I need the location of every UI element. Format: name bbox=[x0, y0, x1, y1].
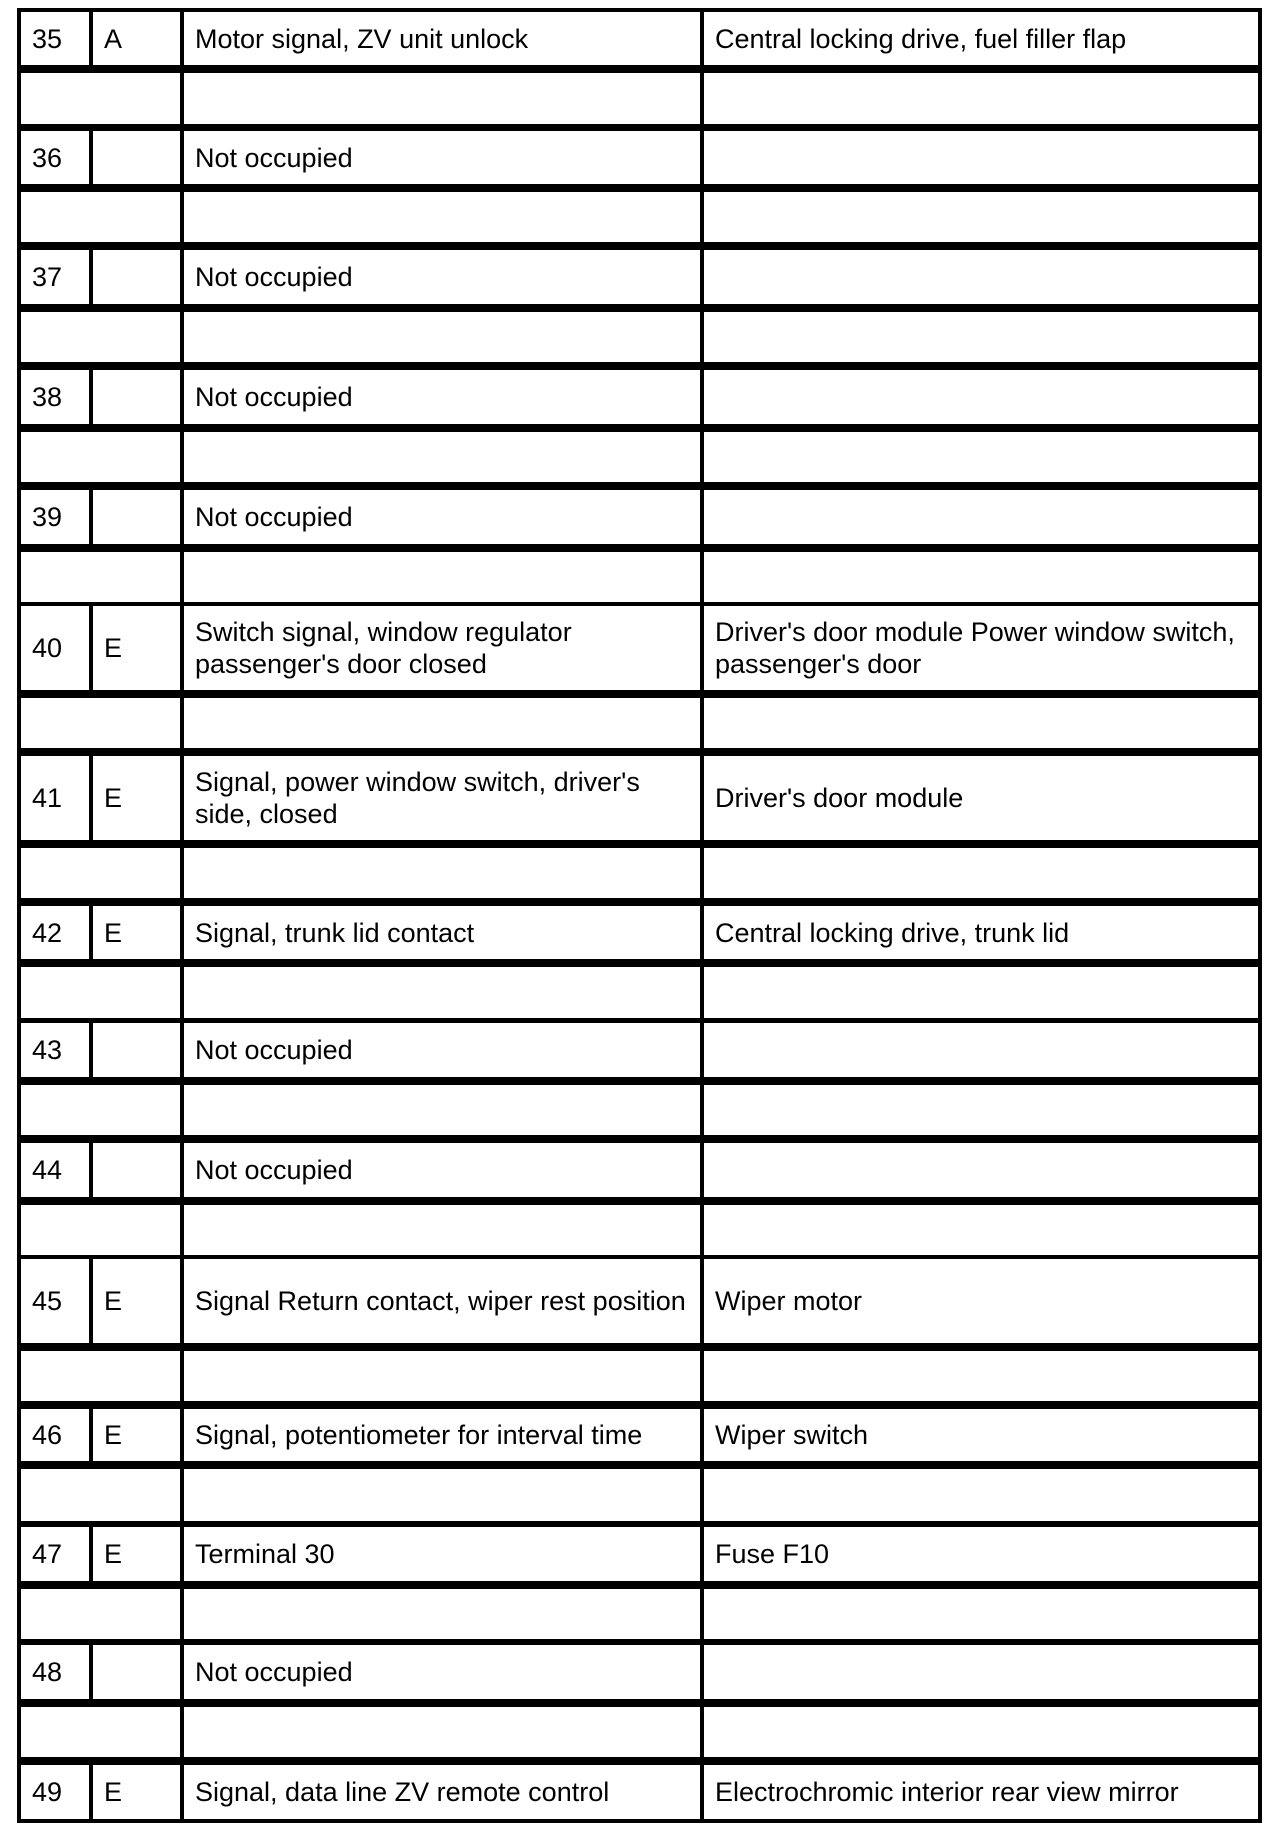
signal-type-cell-text: A bbox=[104, 23, 123, 54]
spacer-cell-pin bbox=[17, 963, 184, 1022]
component-cell bbox=[700, 1761, 1262, 1823]
pin-number-cell bbox=[17, 1139, 93, 1201]
spacer-cell-component bbox=[700, 428, 1262, 486]
component-cell bbox=[700, 752, 1262, 844]
spacer-cell-signal bbox=[180, 308, 704, 366]
pin-number-cell-text: 35 bbox=[32, 23, 63, 54]
spacer-cell-signal bbox=[180, 428, 704, 486]
component-cell bbox=[700, 127, 1262, 188]
pin-number-cell-text: 39 bbox=[32, 502, 63, 532]
spacer-cell-signal bbox=[180, 1347, 704, 1405]
component-cell-text: Driver's door module bbox=[715, 783, 964, 813]
pin-number-cell bbox=[17, 366, 93, 428]
signal-type-cell bbox=[89, 1523, 184, 1585]
spacer-cell-signal bbox=[180, 1081, 704, 1139]
spacer-cell-component bbox=[700, 1585, 1262, 1643]
component-cell-text: Fuse F10 bbox=[715, 1539, 830, 1569]
spacer-cell-pin bbox=[17, 694, 184, 752]
signal-type-cell bbox=[89, 8, 184, 69]
pin-number-cell bbox=[17, 1019, 93, 1081]
signal-type-cell-text: E bbox=[104, 1420, 123, 1450]
component-cell bbox=[700, 8, 1262, 69]
signal-description-cell bbox=[180, 752, 704, 844]
signal-description-cell bbox=[180, 366, 704, 428]
pin-number-cell-text: 47 bbox=[32, 1539, 63, 1569]
signal-type-cell-text: E bbox=[104, 633, 123, 663]
signal-type-cell bbox=[89, 127, 184, 188]
signal-description-cell bbox=[180, 486, 704, 548]
signal-description-cell bbox=[180, 602, 704, 694]
signal-description-cell-text: Not occupied bbox=[195, 382, 353, 412]
signal-type-cell-text: E bbox=[104, 917, 123, 948]
pin-number-cell-text: 44 bbox=[32, 1155, 63, 1185]
pin-number-cell bbox=[17, 1641, 93, 1703]
spacer-cell-signal bbox=[180, 69, 704, 128]
component-cell bbox=[700, 902, 1262, 963]
signal-description-cell-text: Switch signal, window regulator passenger's door closed bbox=[195, 617, 572, 679]
signal-description-cell-text: Not occupied bbox=[195, 1657, 353, 1687]
spacer-cell-signal bbox=[180, 548, 704, 606]
pin-number-cell bbox=[17, 1761, 93, 1823]
signal-description-cell bbox=[180, 1761, 704, 1823]
signal-description-cell bbox=[180, 127, 704, 188]
spacer-cell-component bbox=[700, 1465, 1262, 1525]
signal-description-cell bbox=[180, 246, 704, 308]
pin-number-cell-text: 45 bbox=[32, 1286, 63, 1316]
signal-type-cell bbox=[89, 902, 184, 963]
spacer-cell-pin bbox=[17, 69, 184, 128]
spacer-cell-component bbox=[700, 844, 1262, 902]
pin-number-cell-text: 36 bbox=[32, 142, 63, 173]
spacer-cell-component bbox=[700, 69, 1262, 128]
spacer-cell-signal bbox=[180, 1703, 704, 1761]
spacer-cell-pin bbox=[17, 548, 184, 606]
spacer-cell-signal bbox=[180, 188, 704, 246]
signal-type-cell-text: E bbox=[104, 1539, 123, 1569]
pin-number-cell bbox=[17, 752, 93, 844]
signal-description-cell bbox=[180, 902, 704, 963]
pin-number-cell-text: 49 bbox=[32, 1777, 63, 1807]
signal-description-cell bbox=[180, 1641, 704, 1703]
spacer-cell-signal bbox=[180, 963, 704, 1022]
pin-number-cell-text: 48 bbox=[32, 1657, 63, 1687]
signal-description-cell-text: Not occupied bbox=[195, 1035, 353, 1065]
component-cell bbox=[700, 366, 1262, 428]
signal-description-cell bbox=[180, 8, 704, 69]
signal-description-cell bbox=[180, 1255, 704, 1347]
pin-number-cell bbox=[17, 1405, 93, 1465]
signal-description-cell-text: Not occupied bbox=[195, 1155, 353, 1185]
component-cell bbox=[700, 1255, 1262, 1347]
signal-description-cell-text: Terminal 30 bbox=[195, 1539, 335, 1569]
pin-number-cell-text: 42 bbox=[32, 917, 63, 948]
component-cell-text: Wiper switch bbox=[715, 1420, 869, 1450]
spacer-cell-component bbox=[700, 963, 1262, 1022]
signal-description-cell-text: Signal, potentiometer for interval time bbox=[195, 1420, 643, 1450]
signal-description-cell-text: Signal Return contact, wiper rest position bbox=[195, 1286, 686, 1316]
pin-number-cell-text: 43 bbox=[32, 1035, 63, 1065]
spacer-cell-component bbox=[700, 694, 1262, 752]
pin-number-cell bbox=[17, 246, 93, 308]
spacer-cell-component bbox=[700, 188, 1262, 246]
spacer-cell-signal bbox=[180, 1585, 704, 1643]
pin-number-cell-text: 41 bbox=[32, 783, 63, 813]
spacer-cell-signal bbox=[180, 844, 704, 902]
spacer-cell-pin bbox=[17, 188, 184, 246]
signal-description-cell-text: Motor signal, ZV unit unlock bbox=[195, 23, 529, 54]
spacer-cell-component bbox=[700, 308, 1262, 366]
spacer-cell-component bbox=[700, 1081, 1262, 1139]
pin-number-cell-text: 38 bbox=[32, 382, 63, 412]
signal-description-cell bbox=[180, 1139, 704, 1201]
signal-type-cell-text: E bbox=[104, 1777, 123, 1807]
signal-type-cell bbox=[89, 1405, 184, 1465]
spacer-cell-component bbox=[700, 1703, 1262, 1761]
component-cell-text: Central locking drive, trunk lid bbox=[715, 917, 1070, 948]
signal-type-cell-text: E bbox=[104, 783, 123, 813]
spacer-cell-component bbox=[700, 1347, 1262, 1405]
signal-type-cell bbox=[89, 752, 184, 844]
pin-number-cell bbox=[17, 8, 93, 69]
component-cell bbox=[700, 1019, 1262, 1081]
pin-number-cell-text: 46 bbox=[32, 1420, 63, 1450]
signal-type-cell bbox=[89, 246, 184, 308]
signal-description-cell-text: Signal, trunk lid contact bbox=[195, 917, 475, 948]
signal-type-cell bbox=[89, 486, 184, 548]
spacer-cell-pin bbox=[17, 1703, 184, 1761]
spacer-cell-signal bbox=[180, 1201, 704, 1259]
spacer-cell-pin bbox=[17, 1347, 184, 1405]
pin-number-cell bbox=[17, 127, 93, 188]
signal-description-cell bbox=[180, 1405, 704, 1465]
spacer-cell-pin bbox=[17, 1465, 184, 1525]
signal-type-cell-text: E bbox=[104, 1286, 123, 1316]
signal-description-cell bbox=[180, 1019, 704, 1081]
spacer-cell-pin bbox=[17, 1081, 184, 1139]
pin-number-cell bbox=[17, 602, 93, 694]
signal-description-cell bbox=[180, 1523, 704, 1585]
component-cell-text: Wiper motor bbox=[715, 1286, 863, 1316]
component-cell bbox=[700, 1405, 1262, 1465]
spacer-cell-signal bbox=[180, 694, 704, 752]
signal-type-cell bbox=[89, 366, 184, 428]
signal-description-cell-text: Not occupied bbox=[195, 142, 353, 173]
spacer-cell-pin bbox=[17, 844, 184, 902]
spacer-cell-signal bbox=[180, 1465, 704, 1525]
signal-description-cell-text: Signal, data line ZV remote control bbox=[195, 1777, 610, 1807]
signal-type-cell bbox=[89, 1019, 184, 1081]
signal-type-cell bbox=[89, 602, 184, 694]
pin-number-cell bbox=[17, 486, 93, 548]
signal-type-cell bbox=[89, 1255, 184, 1347]
component-cell bbox=[700, 602, 1262, 694]
pin-number-cell-text: 40 bbox=[32, 633, 63, 663]
pin-number-cell-text: 37 bbox=[32, 262, 63, 292]
signal-type-cell bbox=[89, 1139, 184, 1201]
spacer-cell-pin bbox=[17, 1585, 184, 1643]
spacer-cell-pin bbox=[17, 428, 184, 486]
component-cell bbox=[700, 1641, 1262, 1703]
component-cell bbox=[700, 486, 1262, 548]
component-cell bbox=[700, 246, 1262, 308]
spacer-cell-component bbox=[700, 548, 1262, 606]
component-cell bbox=[700, 1139, 1262, 1201]
component-cell-text: Electrochromic interior rear view mirror bbox=[715, 1777, 1179, 1807]
signal-description-cell-text: Signal, power window switch, driver's side, closed bbox=[195, 767, 640, 829]
spacer-cell-pin bbox=[17, 1201, 184, 1259]
signal-description-cell-text: Not occupied bbox=[195, 262, 353, 292]
signal-type-cell bbox=[89, 1641, 184, 1703]
component-cell bbox=[700, 1523, 1262, 1585]
signal-description-cell-text: Not occupied bbox=[195, 502, 353, 532]
pin-number-cell bbox=[17, 1523, 93, 1585]
pin-number-cell bbox=[17, 1255, 93, 1347]
component-cell-text: Driver's door module Power window switch, passenger's door bbox=[715, 617, 1235, 679]
spacer-cell-pin bbox=[17, 308, 184, 366]
pin-number-cell bbox=[17, 902, 93, 963]
spacer-cell-component bbox=[700, 1201, 1262, 1259]
signal-type-cell bbox=[89, 1761, 184, 1823]
component-cell-text: Central locking drive, fuel filler flap bbox=[715, 23, 1127, 54]
